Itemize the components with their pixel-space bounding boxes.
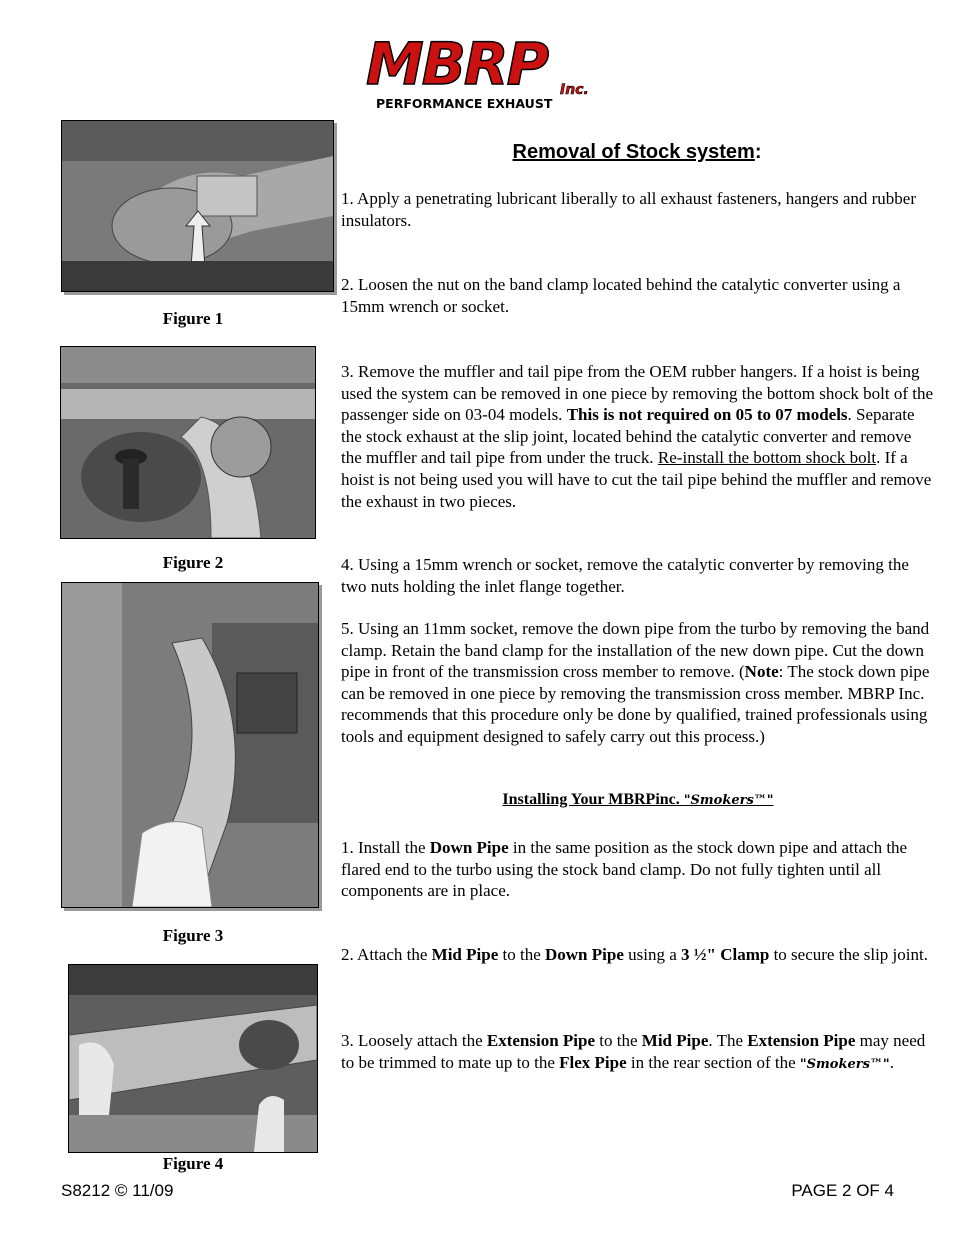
figure-1-photo xyxy=(61,120,334,292)
logo-tagline: PERFORMANCE EXHAUST xyxy=(376,96,553,111)
removal-step-5-part-a: 5. Using an 11mm socket, remove the down pipe from the turbo by removing the band clamp. Retain the band clamp for the installation of the new down pipe. Cut the down pipe in front of the transmission cross member to remove. ( xyxy=(341,619,930,682)
install-step-2-b2: Down Pipe xyxy=(545,945,624,964)
install-step-2-e: to secure the slip joint. xyxy=(769,945,928,964)
removal-step-5-part-b: : The stock down pipe can be removed in one piece by removing the transmission cross member. MBRP Inc. recommends that this procedure only be done by qualified, trained professionals using tools and equipment designed to safely carry out this process.) xyxy=(341,662,930,746)
install-heading xyxy=(341,791,935,809)
figure-1-caption: Figure 1 xyxy=(162,309,224,328)
removal-step-3-bold: This is not required on 05 to 07 models xyxy=(566,405,848,425)
install-step-3-b3: Extension Pipe xyxy=(747,1031,856,1050)
install-step-2-a: 2. Attach the xyxy=(341,945,432,964)
figure-4-photo xyxy=(68,964,318,1153)
logo-brand: MBRP xyxy=(366,30,548,98)
install-step-3-a: 3. Loosely attach the xyxy=(341,1031,487,1050)
install-step-3-e: may need to be trimmed to mate up to the xyxy=(341,1031,926,1072)
figure-4-caption: Figure 4 xyxy=(162,1154,224,1173)
footer-doc-id: S8212 © 11/09 xyxy=(61,1181,174,1200)
mbrp-logo xyxy=(360,30,610,112)
removal-heading-text: Removal of Stock system xyxy=(512,141,755,163)
install-step-3-f: in the rear section of the xyxy=(626,1052,800,1072)
install-step-3-b4: Flex Pipe xyxy=(559,1052,627,1072)
removal-heading-colon: : xyxy=(754,141,762,163)
figure-3-photo xyxy=(61,582,319,908)
install-step-3-b2: Mid Pipe xyxy=(641,1031,709,1050)
removal-step-2: 2. Loosen the nut on the band clamp located behind the catalytic converter using a 15mm wrench or socket. xyxy=(341,275,901,316)
install-step-1-c: in the same position as the stock down pipe and attach the flared end to the turbo using the stock band clamp. Do not fully tighten until all components are in place. xyxy=(341,838,908,901)
removal-step-3-part-c: . If a hoist is not being used you will have to cut the tail pipe behind the muffler and remove the exhaust in two pieces. xyxy=(341,448,932,511)
removal-step-5-note: Note xyxy=(744,662,779,682)
install-step-3-b1: Extension Pipe xyxy=(486,1031,596,1050)
removal-heading xyxy=(340,141,934,164)
removal-step-5 xyxy=(341,618,935,748)
removal-step-4: 4. Using a 15mm wrench or socket, remove the catalytic converter by removing the two nuts holding the inlet flange together. xyxy=(341,555,909,596)
footer-page-number: PAGE 2 OF 4 xyxy=(791,1181,894,1200)
removal-step-1: 1. Apply a penetrating lubricant liberally to all exhaust fasteners, hangers and rubber insulators. xyxy=(341,189,916,230)
figure-2-photo xyxy=(60,346,316,539)
install-step-3-g: . xyxy=(889,1052,894,1072)
install-step-2 xyxy=(341,944,935,966)
install-step-2-b1: Mid Pipe xyxy=(431,945,499,964)
removal-step-3 xyxy=(341,361,935,512)
install-heading-text: Installing Your MBRPinc. xyxy=(502,791,684,808)
figure-2-caption: Figure 2 xyxy=(162,553,224,572)
install-step-2-d: using a xyxy=(623,945,682,964)
install-step-1 xyxy=(341,837,935,902)
install-step-3-c: to the xyxy=(595,1031,642,1050)
install-step-3-d: . The xyxy=(708,1031,748,1050)
install-step-3 xyxy=(341,1030,935,1075)
removal-step-3-part-a: 3. Remove the muffler and tail pipe from the OEM rubber hangers. If a hoist is being used the system can be removed in one piece by removing the bottom shock bolt of the passenger side on 03-04 models. xyxy=(341,362,934,425)
logo-suffix: Inc. xyxy=(560,82,589,98)
install-step-2-c: to the xyxy=(498,945,545,964)
removal-step-3-part-b: . Separate the stock exhaust at the slip joint, located behind the catalytic converter and remove the muffler and tail pipe from under the truck. xyxy=(341,405,915,468)
install-heading-brand: "Smokers™" xyxy=(683,793,774,808)
removal-step-3-underline: Re-install the bottom shock bolt xyxy=(657,448,877,468)
install-step-1-b1: Down Pipe xyxy=(429,838,509,857)
install-step-3-brand: "Smokers™" xyxy=(799,1056,890,1072)
install-step-2-b3: 3 ½" Clamp xyxy=(681,945,770,964)
install-step-1-a: 1. Install the xyxy=(341,838,430,857)
figure-3-caption: Figure 3 xyxy=(162,926,224,945)
